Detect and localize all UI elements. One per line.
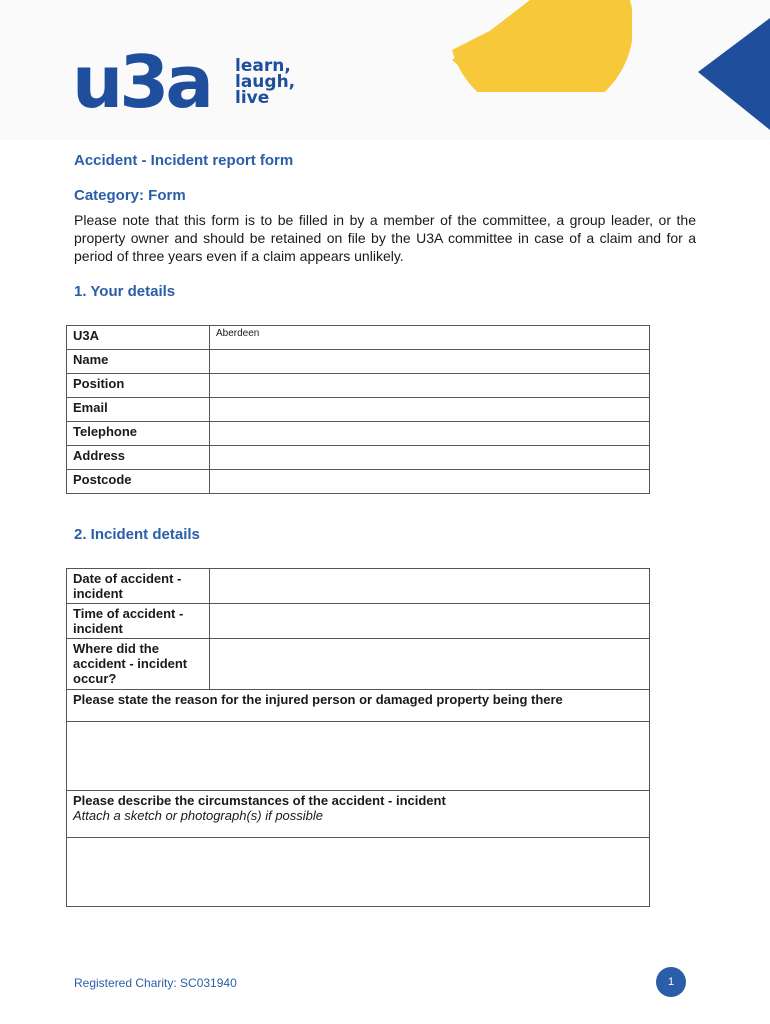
table-row xyxy=(67,398,650,422)
table-row xyxy=(67,350,650,374)
address-field[interactable] xyxy=(210,446,650,470)
telephone-field[interactable] xyxy=(210,422,650,446)
logo-mark: u3a xyxy=(72,40,210,124)
table-row xyxy=(67,446,650,470)
email-label: Email xyxy=(67,398,210,422)
name-label: Name xyxy=(67,350,210,374)
date-field[interactable] xyxy=(210,569,650,604)
page-number-badge: 1 xyxy=(656,967,686,997)
table-row xyxy=(67,326,650,350)
name-field[interactable] xyxy=(210,350,650,374)
where-field[interactable] xyxy=(210,639,650,690)
section-incident-details-title: 2. Incident details xyxy=(74,526,200,543)
time-field[interactable] xyxy=(210,604,650,639)
circumstances-hint: Attach a sketch or photograph(s) if possible xyxy=(73,808,324,823)
table-row xyxy=(67,838,650,907)
table-row xyxy=(67,639,650,690)
table-row xyxy=(67,374,650,398)
form-title: Accident - Incident report form xyxy=(74,152,294,169)
reason-label: Please state the reason for the injured person or damaged property being there xyxy=(67,690,650,722)
telephone-label: Telephone xyxy=(67,422,210,446)
email-field[interactable] xyxy=(210,398,650,422)
logo-tagline: learn, laugh, live xyxy=(235,56,296,108)
time-label: Time of accident - incident xyxy=(67,604,210,639)
position-field[interactable] xyxy=(210,374,650,398)
incident-details-table xyxy=(66,568,650,907)
postcode-label: Postcode xyxy=(67,470,210,494)
u3a-label: U3A xyxy=(67,326,210,350)
table-row xyxy=(67,470,650,494)
u3a-field[interactable]: Aberdeen xyxy=(210,326,650,350)
where-label: Where did the accident - incident occur? xyxy=(67,639,210,690)
table-row xyxy=(67,604,650,639)
circumstances-label: Please describe the circumstances of the accident - incident xyxy=(73,793,446,808)
postcode-field[interactable] xyxy=(210,470,650,494)
blue-triangle-decoration xyxy=(698,18,770,130)
date-label: Date of accident -incident xyxy=(67,569,210,604)
table-row xyxy=(67,722,650,791)
section-your-details-title: 1. Your details xyxy=(74,283,176,300)
reason-field[interactable] xyxy=(67,722,650,791)
table-row xyxy=(67,791,650,838)
header-band xyxy=(0,0,770,140)
table-row xyxy=(67,422,650,446)
table-row xyxy=(67,569,650,604)
circumstances-cell xyxy=(67,791,650,838)
position-label: Position xyxy=(67,374,210,398)
circumstances-field[interactable] xyxy=(67,838,650,907)
category-heading: Category: Form xyxy=(74,187,186,204)
yellow-semicircle-decoration xyxy=(450,0,632,92)
address-label: Address xyxy=(67,446,210,470)
your-details-table xyxy=(66,325,650,494)
charity-footer: Registered Charity: SC031940 xyxy=(74,976,237,990)
table-row xyxy=(67,690,650,722)
intro-paragraph: Please note that this form is to be filled in by a member of the committee, a group leader, or the property owner and should be retained on file by the U3A committee in case of a claim and for a period of three years even if a claim appears unlikely. xyxy=(74,212,696,264)
